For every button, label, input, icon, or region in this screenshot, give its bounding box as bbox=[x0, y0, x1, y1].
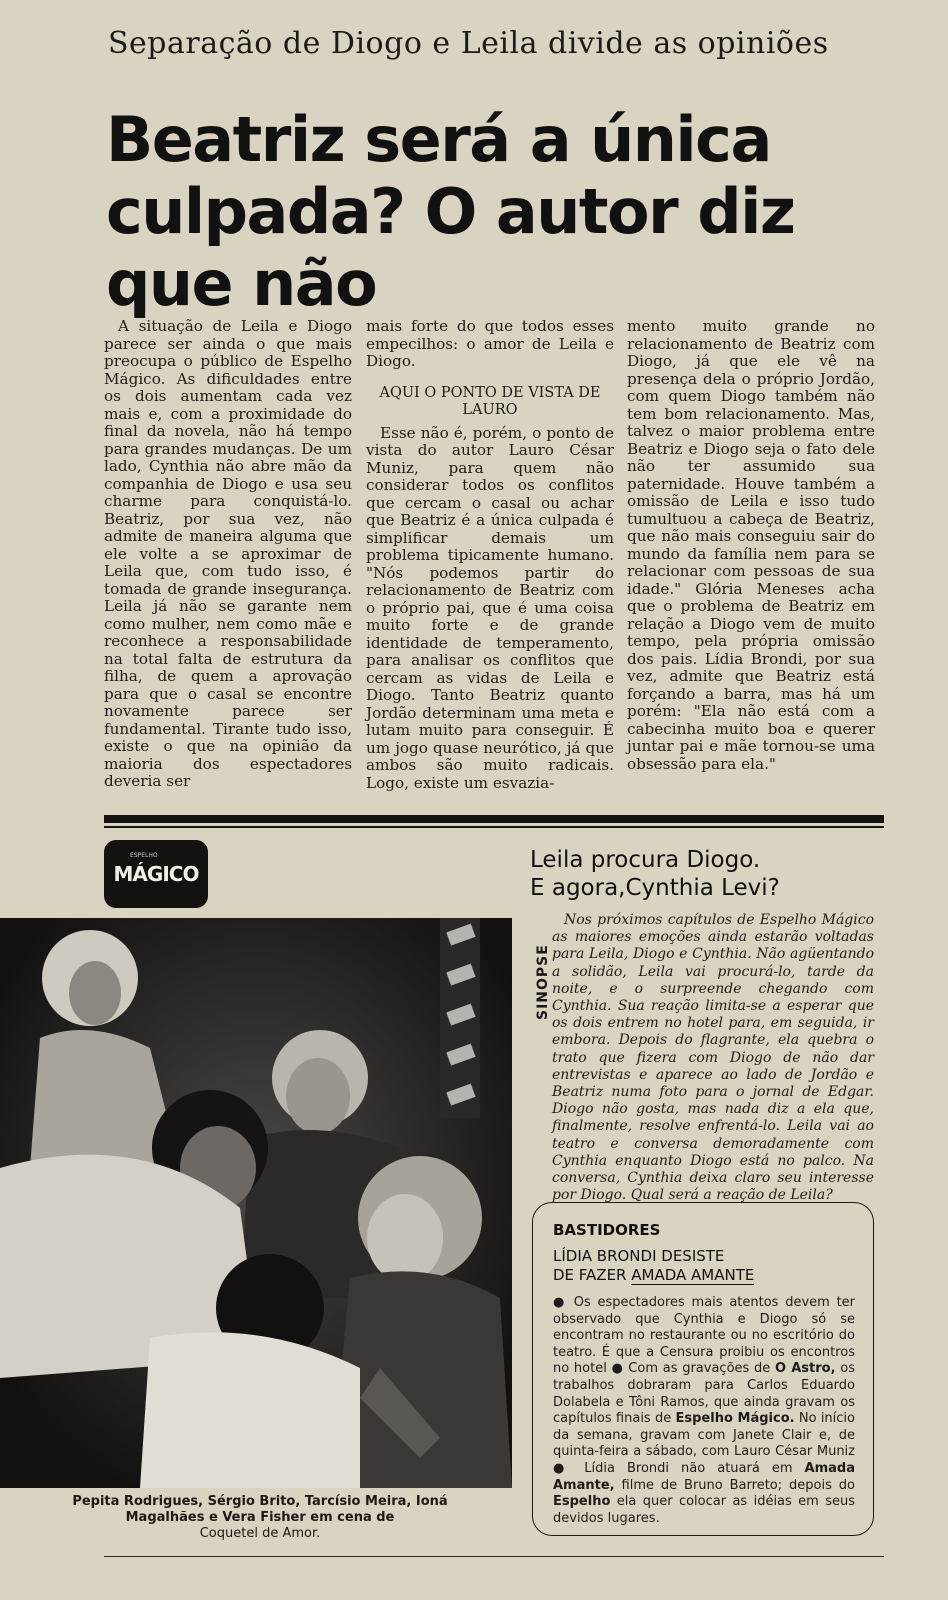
bastidores-bold: Espelho bbox=[553, 1494, 611, 1510]
article-paragraph: A situação de Leila e Diogo parece ser ainda o que mais preocupa o público de Espelho Mágico. As dificuldades entre os dois aumentam cada vez mais e, com a proximidade do final da novela, não há tempo para grandes mudanças. De um lado, Cynthia não abre mão da companhia de Diogo e usa seu charme para conquistá-lo. Beatriz, por sua vez, não admite de maneira alguma que ele volte a se aproximar de Leila que, com tudo isso, é tomada de grande insegurança. Leila já não se garante nem como mulher, nem como mãe e reconhece a responsabilidade na total falta de estrutura da filha, de quem a aprovação para que o casal se encontre novamente parece ser fundamental. Tirante tudo isso, existe o que na opinião da maioria dos espectadores deveria ser bbox=[104, 317, 352, 790]
sinopse-headline-line1: Leila procura Diogo. bbox=[530, 847, 761, 873]
logo-small-text: ESPELHO bbox=[130, 852, 158, 859]
article-column-3 bbox=[627, 318, 875, 773]
sinopse-headline-line2: E agora,Cynthia Levi? bbox=[530, 875, 780, 901]
article-paragraph: Esse não é, porém, o ponto de vista do autor Lauro César Muniz, para quem não considerar todos os conflitos que cercam o casal ou achar que Beatriz é a única culpada é simplificar demais um problema tipicamente humano. "Nós podemos partir do relacionamento de Beatriz com o próprio pai, que é uma coisa muito forte e de grande identidade de temperamento, para analisar os conflitos que cercam as vidas de Leila e Diogo. Tanto Beatriz quanto Jordão determinam uma meta e lutam muito para conseguir. É um jogo quase neurótico, já que ambos são muito radicais. Logo, existe um esvazia- bbox=[366, 423, 614, 792]
article-column-1 bbox=[104, 318, 352, 791]
bullet-icon: ● bbox=[553, 1460, 573, 1476]
sinopse-text bbox=[552, 912, 874, 1204]
bastidores-headline bbox=[553, 1247, 853, 1285]
bastidores-item: Com as gravações de bbox=[628, 1361, 776, 1377]
bastidores-headline-line2 bbox=[553, 1266, 853, 1285]
article-subheading: AQUI O PONTO DE VISTA DE LAURO bbox=[379, 384, 601, 418]
bottom-divider bbox=[104, 1556, 884, 1557]
article-paragraph: mais forte do que todos esses empecilhos: o amor de Leila e Diogo. bbox=[366, 317, 614, 370]
bastidores-item: Os espectadores mais atentos devem ter observado que Cynthia e Diogo só se encontram no restaurante ou no escritório do teatro. É que a Censura proibiu os encontros no hotel bbox=[553, 1295, 856, 1377]
bastidores-item: os trabalhos dobraram para Carlos Eduardo Dolabela e Tôni Ramos, que ainda gravam os capítulos finais de bbox=[553, 1361, 855, 1427]
film-title-underlined: AMADA AMANTE bbox=[631, 1266, 755, 1284]
bastidores-headline-line1: LÍDIA BRONDI DESISTE bbox=[553, 1247, 725, 1265]
photo-illustration bbox=[0, 918, 512, 1488]
bullet-icon: ● bbox=[611, 1361, 624, 1377]
bastidores-item: No início da semana, gravam com Janete Clair e, de quinta-feira a sábado, com Lauro César Muniz bbox=[553, 1411, 855, 1460]
espelho-magico-logo bbox=[104, 840, 208, 908]
kicker-headline: Separação de Diogo e Leila divide as opiniões bbox=[108, 26, 829, 61]
bastidores-item: filme de Bruno Barreto; depois do bbox=[614, 1477, 855, 1493]
bullet-icon: ● bbox=[553, 1295, 567, 1310]
sinopse-paragraph: Nos próximos capítulos de Espelho Mágico as maiores emoções ainda estarão voltadas para Leila, Diogo e Cynthia. Não agüentando a solidão, Leila vai procurá-lo, tarde da noite, e o surpreende chegando com Cynthia. Sua reação limita-se a esperar que os dois entrem no hotel para, em seguida, ir embora. Depois do flagrante, ela quebra o trato que fizera com Diogo de não dar entrevistas e aparece ao lado de Jordão e Beatriz numa foto para o jornal de Edgar. Diogo não gosta, mas nada diz a ela que, finalmente, resolve enfrentá-lo. Leila vai ao teatro e conversa demoradamente com Cynthia enquanto Diogo está no palco. Na conversa, Cynthia deixa claro seu interesse por Diogo. Qual será a reação de Leila? bbox=[552, 912, 874, 1204]
article-paragraph: mento muito grande no relacionamento de Beatriz com Diogo, já que ele vê na presença dela o próprio Jordão, com quem Diogo também não tem bom relacionamento. Mas, talvez o maior problema entre Beatriz e Diogo seja o fato dele não ter assumido sua paternidade. Houve também a omissão de Leila e isso tudo tumultuou a cabeça de Beatriz, que não mais conseguiu sair do mundo da família nem para se relacionar com pessoas de sua idade." Glória Meneses acha que o problema de Beatriz em relação a Diogo vem de muito tempo, pela própria omissão dos pais. Lídia Brondi, por sua vez, admite que Beatriz está forçando a barra, mas há um porém: "Ela não está com a cabecinha muito boa e querer juntar pai e mãe tornou-se uma obsessão para ela." bbox=[627, 317, 875, 773]
bastidores-box bbox=[532, 1202, 874, 1536]
bastidores-text bbox=[553, 1295, 855, 1527]
bastidores-item: ela quer colocar as idéias em seus devidos lugares. bbox=[553, 1494, 855, 1526]
section-divider-thin bbox=[104, 826, 884, 828]
article-column-2 bbox=[366, 318, 614, 792]
sinopse-headline bbox=[530, 846, 910, 902]
caption-names: Pepita Rodrigues, Sérgio Brito, Tarcísio Meira, Ioná Magalhães e Vera Fisher em cena de bbox=[72, 1494, 448, 1525]
bastidores-bold: Espelho Mágico. bbox=[675, 1411, 795, 1427]
caption-title: Coquetel de Amor. bbox=[199, 1526, 321, 1541]
bastidores-headline-text: DE FAZER bbox=[553, 1266, 632, 1284]
section-divider bbox=[104, 815, 884, 823]
main-headline: Beatriz será a única culpada? O autor diz que não bbox=[106, 103, 795, 320]
bastidores-title: BASTIDORES bbox=[553, 1221, 661, 1239]
bastidores-bold: O Astro, bbox=[775, 1361, 836, 1377]
logo-text: MÁGICO bbox=[113, 862, 199, 886]
photo-caption bbox=[40, 1494, 480, 1542]
bastidores-item: Lídia Brondi não atuará em bbox=[584, 1460, 805, 1476]
sinopse-label: SINOPSE bbox=[535, 944, 551, 1020]
cast-photo bbox=[0, 918, 512, 1488]
bastidores-bold: Amada Amante, bbox=[553, 1460, 856, 1493]
